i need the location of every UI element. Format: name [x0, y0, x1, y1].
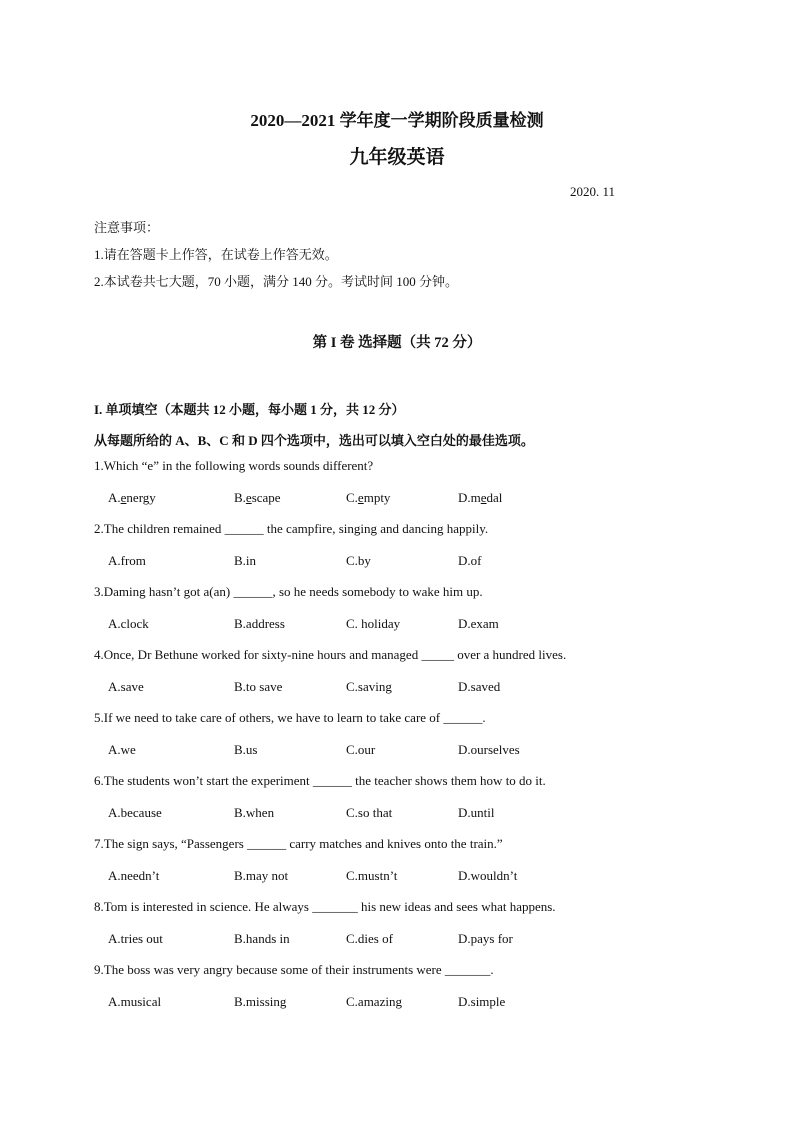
- option-a: A.from: [108, 552, 146, 568]
- option-b: B.when: [234, 804, 275, 820]
- option-a: A.save: [108, 678, 144, 694]
- option-rest: dal: [486, 489, 503, 505]
- part-title: I. 单项填空（本题共 12 小题，每小题 1 分，共 12 分）: [94, 402, 405, 417]
- option-d: D.until: [458, 804, 495, 820]
- question-item: [94, 456, 734, 519]
- notes-item: 2.本试卷共七大题，70 小题，满分 140 分。考试时间 100 分钟。: [94, 274, 459, 289]
- question-stem: 7.The sign says, “Passengers ______ carry matches and knives onto the train.”: [94, 836, 503, 851]
- option-b: B.may not: [234, 867, 289, 883]
- option-a: A.because: [108, 804, 162, 820]
- underlined-letter: e: [120, 489, 127, 505]
- option-b: B.address: [234, 615, 285, 631]
- option-d: D.exam: [458, 615, 499, 631]
- underlined-letter: e: [480, 489, 487, 505]
- part-instruction: 从每题所给的 A、B、C 和 D 四个选项中，选出可以填入空白处的最佳选项。: [94, 433, 534, 448]
- question-options: [94, 488, 734, 520]
- option-a: A.tries out: [108, 930, 163, 946]
- question-options: [94, 929, 734, 961]
- question-item: [94, 708, 734, 771]
- option-a: A.needn’t: [108, 867, 160, 883]
- option-a: [108, 488, 156, 508]
- option-prefix: C.: [346, 489, 358, 505]
- option-a: A.clock: [108, 615, 149, 631]
- option-c: C.our: [346, 741, 376, 757]
- option-b: B.us: [234, 741, 258, 757]
- exam-title: 2020—2021 学年度一学期阶段质量检测: [250, 111, 544, 130]
- option-d: D.ourselves: [458, 741, 520, 757]
- question-options: [94, 614, 734, 646]
- option-d: D.simple: [458, 993, 506, 1009]
- option-b: B.in: [234, 552, 257, 568]
- option-d: D.of: [458, 552, 482, 568]
- question-item: [94, 834, 734, 897]
- question-stem: 9.The boss was very angry because some of their instruments were _______.: [94, 962, 494, 977]
- option-c: C.saving: [346, 678, 392, 694]
- question-item: [94, 645, 734, 708]
- option-d: [458, 488, 502, 508]
- option-rest: nergy: [126, 489, 156, 505]
- option-b: B.hands in: [234, 930, 290, 946]
- notes-block: [94, 214, 458, 295]
- question-item: [94, 960, 734, 1023]
- question-options: [94, 551, 734, 583]
- option-prefix: A.: [108, 489, 121, 505]
- option-c: C. holiday: [346, 615, 401, 631]
- option-c: C.by: [346, 552, 371, 568]
- option-d: D.saved: [458, 678, 501, 694]
- option-prefix: B.: [234, 489, 246, 505]
- option-rest: mpty: [363, 489, 391, 505]
- question-item: [94, 582, 734, 645]
- question-options: [94, 677, 734, 709]
- option-b: [234, 488, 281, 508]
- question-list: [94, 456, 734, 1023]
- question-stem: 8.Tom is interested in science. He always _______ his new ideas and sees what happens.: [94, 899, 556, 914]
- question-stem: 4.Once, Dr Bethune worked for sixty-nine hours and managed _____ over a hundred lives.: [94, 647, 567, 662]
- option-b: B.to save: [234, 678, 283, 694]
- option-c: [346, 488, 390, 508]
- notes-item: 1.请在答题卡上作答，在试卷上作答无效。: [94, 247, 338, 262]
- question-options: [94, 740, 734, 772]
- option-a: A.we: [108, 741, 136, 757]
- option-c: C.so that: [346, 804, 393, 820]
- option-d: D.pays for: [458, 930, 513, 946]
- option-a: A.musical: [108, 993, 162, 1009]
- question-options: [94, 992, 734, 1024]
- section-title: 第 I 卷 选择题（共 72 分）: [312, 335, 482, 351]
- question-stem: 5.If we need to take care of others, we have to learn to take care of ______.: [94, 710, 486, 725]
- question-options: [94, 803, 734, 835]
- question-stem: 1.Which “e” in the following words sounds different?: [94, 458, 374, 473]
- option-c: C.mustn’t: [346, 867, 398, 883]
- exam-subtitle: 九年级英语: [349, 147, 445, 168]
- question-stem: 2.The children remained ______ the campfire, singing and dancing happily.: [94, 521, 489, 536]
- notes-heading: 注意事项：: [94, 220, 160, 235]
- question-item: [94, 897, 734, 960]
- part-heading: [94, 394, 534, 456]
- option-b: B.missing: [234, 993, 287, 1009]
- question-item: [94, 519, 734, 582]
- option-c: C.dies of: [346, 930, 393, 946]
- question-item: [94, 771, 734, 834]
- question-stem: 6.The students won’t start the experiment ______ the teacher shows them how to do it.: [94, 773, 546, 788]
- exam-date: 2020. 11: [570, 184, 616, 199]
- option-prefix: D.m: [458, 489, 481, 505]
- question-stem: 3.Daming hasn’t got a(an) ______, so he needs somebody to wake him up.: [94, 584, 483, 599]
- question-options: [94, 866, 734, 898]
- option-rest: scape: [251, 489, 281, 505]
- option-d: D.wouldn’t: [458, 867, 518, 883]
- underlined-letter: e: [357, 489, 364, 505]
- option-c: C.amazing: [346, 993, 402, 1009]
- underlined-letter: e: [245, 489, 252, 505]
